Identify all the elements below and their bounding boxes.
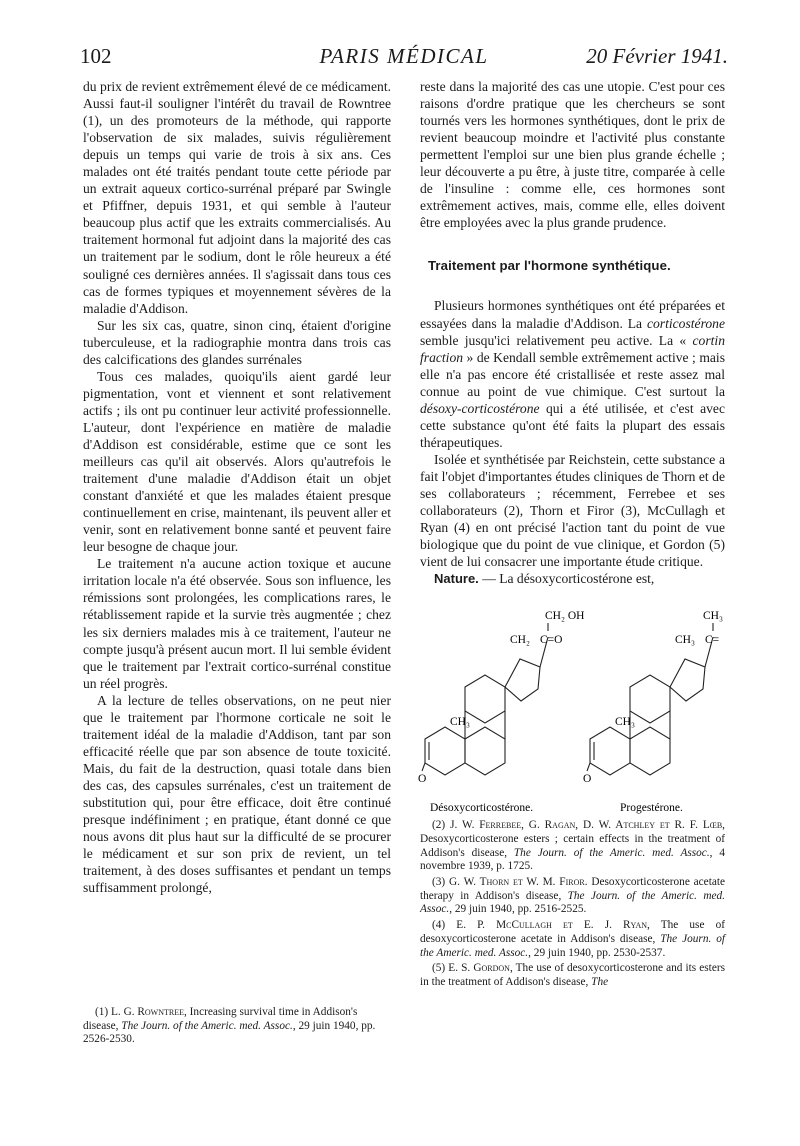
p1-corticosterone: corticostérone: [646, 315, 725, 331]
issue-date: 20 Février 1941.: [586, 44, 728, 68]
left-column: [83, 78, 391, 896]
left-paragraph-4: Le traitement n'a aucune action toxique et aucune irritation locale n'a été observée. Sous son influence, les rémissions sont prolongées, les complications rares, le rétablissement rapide et la survie très augmentée ; chez les six derniers malades mis à ce traitement, l'auteur ne compte jusqu'à présent aucun mort. Il lui semble évident que le traitement par l'extrait cortico-surrénal constitue un réel progrès.: [83, 556, 391, 691]
footnote-3: [420, 876, 725, 917]
left-footnote: [83, 1006, 391, 1049]
left-paragraph-2: Sur les six cas, quatre, sinon cinq, étaient d'origine tuberculeuse, et la radiographie montra dans trois cas des calcifications des glandes surrénales: [83, 317, 391, 367]
fn4-journal: The Journ. of the Americ. med. Assoc.: [420, 932, 725, 959]
p1-text-b: semble jusqu'ici relativement peu active. La «: [420, 332, 693, 348]
p1-text-c: » de Kendall semble extrêmement active ; mais elle n'a pas encore été cristallisée et reste assez mal connue au point de vue chimique. C'est surtout la: [420, 349, 725, 399]
right-paragraph-1: [420, 297, 725, 450]
label-ch3-left: CH₃: [450, 716, 470, 729]
label-o-left: O: [418, 773, 427, 786]
section-heading: Traitement par l'hormone synthétique.: [428, 258, 671, 274]
right-paragraph-2: Isolée et synthétisée par Reichstein, cette substance a fait l'objet d'importantes études cliniques de Thorn et de ses collaborateurs ; récemment, Ferrebee et ses collaborateurs (2), Thorn et Firor (3), McCullagh et Ryan (4) en ont précisé l'action tant du point de vue biologique que du point de vue clinique, et Gordon (5) vient de lui consacrer une importante étude critique.: [420, 451, 725, 570]
footnote-marker: (1): [95, 1006, 109, 1018]
nature-label: Nature.: [434, 571, 479, 587]
fn5-journal: The: [591, 976, 609, 988]
footnote-text: , Increasing survival time in Addison's disease,: [83, 1006, 358, 1032]
caption-desoxycorticosterone: Désoxycorticostérone.: [430, 802, 534, 815]
label-o-right: O: [583, 773, 592, 786]
fn3-text: . Desoxycorticosterone acetate therapy in Addison's disease,: [420, 876, 726, 902]
fn3-tail: , 29 juin 1940, pp. 2516-2525.: [449, 903, 587, 916]
fn4-authors: E. P. McCullagh et E. J. Ryan: [456, 919, 648, 932]
caption-progesterone: Progestérone.: [620, 802, 683, 815]
right-footnotes: [420, 819, 725, 989]
fn2-journal: The Journ. of the Americ. med. Assoc.: [513, 846, 710, 859]
fn4-text: , The use of desoxycorticosterone acetate in Addison's disease,: [420, 919, 725, 945]
label-ceq: C=: [705, 634, 720, 647]
footnote-4: [420, 919, 725, 960]
fn2-authors: J. W. Ferrebee, G. Ragan, D. W. Atchley et R. F. Lœb: [450, 819, 723, 832]
label-ch3b-right: CH₃: [615, 716, 635, 729]
label-ch3-right: CH₃: [675, 634, 695, 647]
right-paragraph-top: reste dans la majorité des cas une utopie. C'est pour ces raisons d'ordre pratique que les chercheurs se sont tournés vers les hormones synthétiques, dont le prix de revient beaucoup moindre et l'activité plus constante permettent l'emploi sur une bien plus grande échelle ; leur découverte a pu être, à juste titre, comparée à celle de l'insuline : comme elle, ces hormones sont extrêmement actives, mais, comme elle, elles doivent être employées avec la plus grande prudence.: [420, 79, 725, 231]
fn4-tail: , 29 juin 1940, pp. 2530-2537.: [528, 946, 666, 959]
footnote-tail: , 29 juin 1940, pp. 2526-2530.: [83, 1019, 376, 1046]
fn5-text: , The use of desoxycorticosterone and its esters in the treatment of Addison's disease,: [420, 962, 725, 988]
left-paragraph-1: du prix de revient extrêmement élevé de ce médicament. Aussi faut-il souligner l'intérêt du travail de Rowntree (1), un des promoteurs de la méthode, qui rapporte l'observation de six malades, suivis régulièrement depuis un temps qui varie de trois à six ans. Ces malades ont été traités pendant toute cette période par un extrait aqueux cortico-surrénal préparé par Swingle et Pfiffner, depuis 1931, et qui semble à l'auteur beaucoup plus actif que les extraits commercialisés. Au traitement hormonal fut adjoint dans la majorité des cas un traitement par le sodium, dont le rôle heureux a été souligné ces dernières années. Il s'agissait dans tous ces cas de formes typiques et moyennement sévères de la maladie d'Addison.: [83, 79, 391, 316]
page-number: 102: [80, 44, 112, 68]
page-header: [80, 44, 728, 72]
label-co: C=O: [540, 634, 563, 647]
structure-drawing: [420, 589, 725, 819]
p1-desoxycorticosterone: désoxy-corticostérone: [420, 400, 540, 416]
p1-cortin-fraction: cortin fraction: [420, 332, 725, 365]
fn3-authors: G. W. Thorn et W. M. Firor: [449, 876, 585, 889]
label-ch2-left: CH₂: [510, 634, 530, 647]
p1-text-a: Plusieurs hormones synthétiques ont été préparées et essayées dans la maladie d'Addison. La: [420, 298, 725, 331]
nature-text: — La désoxycorticostérone est,: [478, 571, 655, 587]
fn5-authors: E. S. Gordon: [448, 962, 510, 975]
p1-text-d: qui a été utilisée, et c'est avec cette substance qu'ont été faits la plupart des essais thérapeutiques.: [420, 400, 725, 450]
right-paragraph-nature: [420, 570, 725, 587]
journal-title: PARIS MÉDICAL: [319, 44, 489, 68]
footnote-journal: The Journ. of the Americ. med. Assoc.: [121, 1019, 293, 1032]
label-ch3-top-right: CH₃: [703, 610, 723, 623]
fn3-journal: The Journ. of the Americ. med. Assoc.: [420, 889, 725, 916]
label-ch2oh: CH₂ OH: [545, 610, 585, 623]
left-paragraph-5: A la lecture de telles observations, on ne peut nier que le traitement par l'hormone corticale ne soit le traitement idéal de la maladie d'Addison, tant par son efficacité réelle que par son absence de toute toxicité. Mais, du fait de la destruction, quasi totale dans bien des cas, des capsules surrénales, c'est un traitement de substitution qui, pour être efficace, doit être continué presque indéfiniment ; en pratique, étant donné ce que nous avons dit plus haut sur la difficulté de se procurer le médicament et sur son prix de revient, un tel traitement, à des doses suffisantes et pendant un temps suffisamment prolongé,: [83, 692, 391, 896]
right-column: [420, 78, 725, 992]
left-paragraph-3: Tous ces malades, quoiqu'ils aient gardé leur pigmentation, vont et viennent et sont relativement actifs ; ils ont pu continuer leur activité professionnelle. L'auteur, dont l'expérience en matière de maladie d'Addison est considérable, estime que ce sont les meilleurs cas qu'il ait observés. Alors qu'autrefois le traitement d'une maladie d'Addison était un objet constant d'anxiété et que les malades étaient presque continuellement en crise, maintenant, ils peuvent aller et venir, sont en relativement bonne santé et peuvent faire leur besogne de chaque jour.: [83, 368, 391, 555]
fn2-tail: , 4 novembre 1939, p. 1725.: [420, 846, 725, 873]
fn3-marker: (3): [432, 876, 446, 889]
footnote-5: [420, 962, 725, 989]
footnote-2: [420, 819, 725, 874]
footnote-author: L. G. Rowntree: [111, 1006, 185, 1018]
chemical-structures-figure: [420, 589, 725, 819]
fn2-marker: (2): [432, 819, 446, 832]
fn4-marker: (4): [432, 919, 446, 932]
fn5-marker: (5): [432, 962, 446, 975]
fn2-text: , Desoxycorticosterone esters ; certain effects in the treatment of Addison's disease,: [420, 819, 725, 859]
